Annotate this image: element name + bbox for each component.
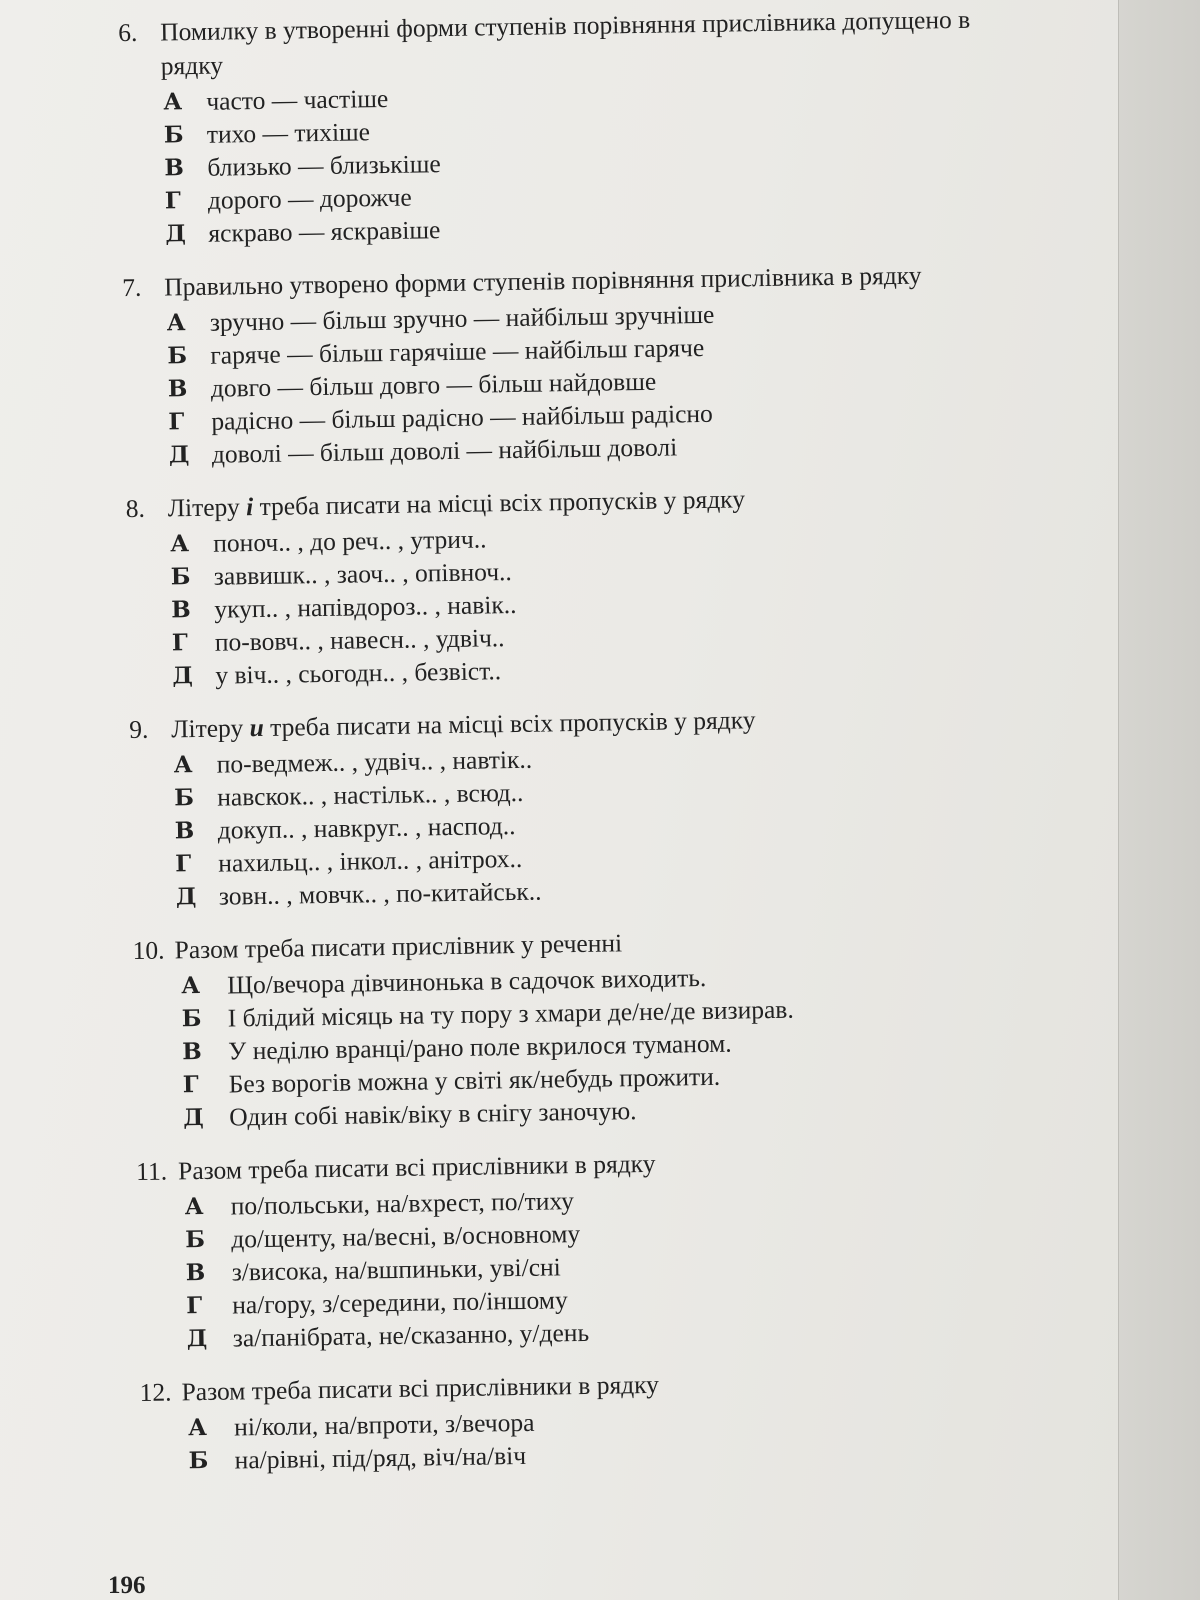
answer-options xyxy=(12,734,1114,916)
option-letter: А xyxy=(170,530,190,558)
option-letter: В xyxy=(182,1037,202,1066)
question-text-start: Літеру xyxy=(167,492,247,523)
option-text: Без ворогів можна у світі як/небудь прожити. xyxy=(228,1061,721,1099)
option-text: укуп.. , напівдороз.. , навік.. xyxy=(214,589,517,624)
option-letter: Г xyxy=(186,1291,203,1320)
option-text: дорого — дорожче xyxy=(207,182,412,215)
question-number: 8. xyxy=(125,493,146,524)
question-text: Помилку в утворенні форми ступенів порівняння прислівника допущено в xyxy=(160,4,971,47)
option-letter: Д xyxy=(168,441,190,469)
option-text: довго — більш довго — більш найдовше xyxy=(210,366,657,403)
option-letter: В xyxy=(171,596,191,624)
option-text: заввишк.. , заоч.. , опівноч.. xyxy=(213,557,513,591)
option-letter: Г xyxy=(182,1071,199,1099)
option-letter: Г xyxy=(175,850,192,878)
question-text-start: Літеру xyxy=(170,713,250,744)
question-8 xyxy=(7,477,1110,695)
question-number: 12. xyxy=(139,1377,172,1407)
option-letter: Б xyxy=(174,784,195,812)
option-letter: А xyxy=(184,1192,204,1221)
answer-options xyxy=(15,955,1117,1137)
option-text: з/висока, на/вшпиньки, уві/сні xyxy=(231,1252,561,1287)
option-text: за/панібрата, не/сказанно, у/день xyxy=(232,1317,590,1353)
option-text: по-ведмеж.. , удвіч.. , навтік.. xyxy=(216,744,533,779)
option-letter: Б xyxy=(181,1004,202,1033)
option-text: по/польськи, на/вхрест, по/тиху xyxy=(230,1186,575,1221)
option-text: у віч.. , сьогодн.. , безвіст.. xyxy=(215,656,502,690)
answer-options xyxy=(8,513,1110,695)
option-text: часто — частіше xyxy=(206,83,389,116)
option-letter: В xyxy=(167,375,188,403)
question-9 xyxy=(11,698,1114,916)
option-letter: А xyxy=(163,88,183,116)
option-text: гаряче — більш гарячіше — найбільш гаряче xyxy=(210,332,705,370)
option-text: радісно — більш радісно — найбільш радісно xyxy=(211,398,714,436)
option-letter: Д xyxy=(172,662,194,690)
question-text: Правильно утворено форми ступенів порівняння прислівника в рядку xyxy=(164,260,922,302)
question-number: 6. xyxy=(118,17,138,48)
option-text: зручно — більш зручно — найбільш зручніше xyxy=(209,299,715,337)
option-letter: А xyxy=(173,751,193,779)
highlighted-letter: и xyxy=(249,712,264,743)
question-11 xyxy=(18,1140,1118,1358)
option-text: близько — близькіше xyxy=(207,149,441,182)
question-number: 10. xyxy=(132,935,165,966)
highlighted-letter: і xyxy=(245,492,254,522)
option-letter: Г xyxy=(164,187,181,215)
option-text: ні/коли, на/впроти, з/вечора xyxy=(233,1407,535,1442)
question-6 xyxy=(0,1,1104,253)
adjacent-page-edge xyxy=(1118,0,1200,1600)
option-text: до/щенту, на/весні, в/основному xyxy=(230,1219,581,1254)
option-letter: Г xyxy=(168,408,185,436)
option-text: нахильц.. , інкол.. , анітрох.. xyxy=(218,843,523,878)
question-text: Разом треба писати всі прислівники в рядку xyxy=(181,1369,660,1407)
answer-options xyxy=(1,71,1103,253)
option-letter: А xyxy=(187,1413,208,1442)
question-7 xyxy=(4,256,1107,474)
option-text: Що/вечора дівчинонька в садочок виходить. xyxy=(226,963,707,1000)
option-text: на/рівні, під/ряд, віч/на/віч xyxy=(234,1440,527,1475)
option-text: поноч.. , до реч.. , утрич.. xyxy=(213,524,487,558)
question-text-end: треба писати на місці всіх пропусків у рядку xyxy=(263,705,756,742)
question-10 xyxy=(14,919,1117,1137)
answer-options xyxy=(18,1176,1118,1358)
option-text: тихо — тихіше xyxy=(206,117,371,149)
option-letter: Д xyxy=(175,883,197,911)
option-letter: Б xyxy=(170,563,191,591)
option-letter: Г xyxy=(171,629,188,657)
option-text: навскок.. , настільк.. , всюд.. xyxy=(217,777,524,812)
question-number: 11. xyxy=(135,1156,168,1187)
option-letter: В xyxy=(185,1258,206,1287)
option-text: по-вовч.. , навесн.. , удвіч.. xyxy=(214,623,505,657)
page-number: 196 xyxy=(108,1572,146,1599)
question-text-end: треба писати на місці всіх пропусків у рядку xyxy=(252,484,746,522)
answer-options xyxy=(5,292,1107,474)
option-text: на/гору, з/середини, по/іншому xyxy=(232,1285,568,1320)
option-text: У неділю вранці/рано поле вкрилося туманом. xyxy=(228,1028,732,1066)
option-letter: Б xyxy=(188,1446,209,1475)
option-letter: Д xyxy=(186,1324,208,1353)
option-letter: Б xyxy=(185,1225,206,1254)
option-text: доволі — більш доволі — найбільш доволі xyxy=(211,432,678,469)
question-text: Разом треба писати всі прислівники в рядку xyxy=(177,1148,656,1186)
page-content xyxy=(0,1,1118,1500)
option-text: І блідий місяць на ту пору з хмари де/не/де визирав. xyxy=(227,994,794,1033)
option-letter: Д xyxy=(183,1103,204,1132)
question-text: Разом треба писати прислівник у реченні xyxy=(174,928,623,965)
option-text: Один собі навік/віку в снігу заночую. xyxy=(229,1096,637,1132)
question-number: 7. xyxy=(122,272,142,303)
option-text: яскраво — яскравіше xyxy=(208,215,441,248)
option-letter: Д xyxy=(165,220,187,248)
option-letter: В xyxy=(174,817,195,845)
question-number: 9. xyxy=(128,714,149,745)
option-text: зовн.. , мовчк.. , по-китайськ.. xyxy=(218,876,542,911)
question-text-continuation: рядку xyxy=(160,50,224,81)
question-12 xyxy=(21,1361,1118,1480)
option-letter: В xyxy=(164,154,185,182)
option-letter: Б xyxy=(163,121,184,149)
option-letter: А xyxy=(166,309,186,337)
option-letter: Б xyxy=(167,342,188,370)
option-letter: А xyxy=(181,971,201,1000)
option-text: докуп.. , навкруг.. , наспод.. xyxy=(217,811,516,845)
